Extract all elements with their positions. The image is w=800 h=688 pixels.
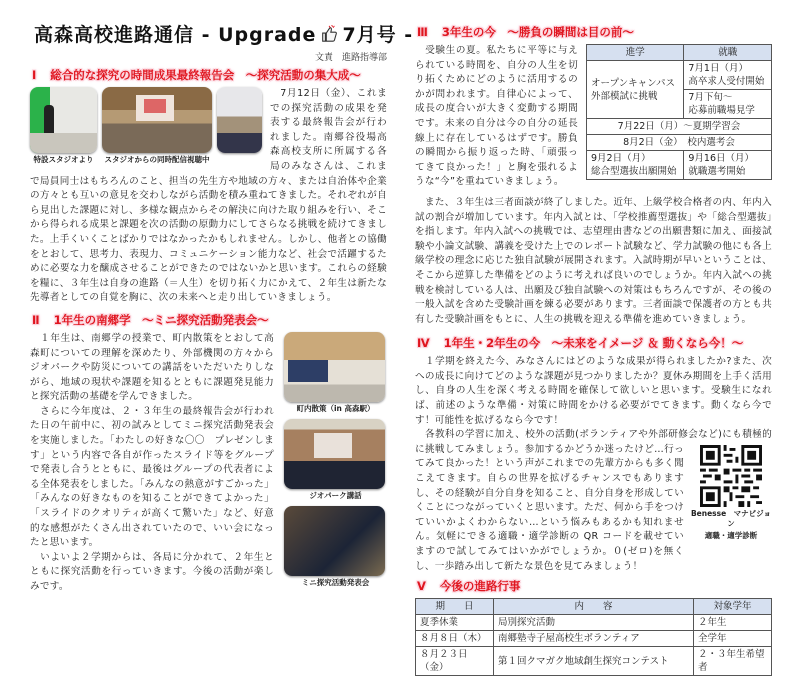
qr-code-area xyxy=(690,445,772,541)
schedule-table-3rd-year xyxy=(586,44,772,180)
col-content: 内 容 xyxy=(494,599,694,615)
figure-town-walk xyxy=(284,332,387,414)
cell-content: 南郷塾寺子屋高校生ボランティア xyxy=(494,631,694,647)
figure-geopark xyxy=(284,419,387,501)
right-column xyxy=(415,20,772,676)
section-3-top xyxy=(415,44,772,190)
figure-venue xyxy=(217,87,262,165)
photo-geopark-lecture xyxy=(284,419,385,489)
cell-date: ８月２３日（金） xyxy=(416,647,494,676)
career-events-table xyxy=(415,598,772,676)
caption-special-studio: 特設スタジオより xyxy=(33,155,94,164)
cell-text: 高卒求人受付開始 xyxy=(688,76,765,87)
caption-mini-presentation: ミニ探究活動発表会 xyxy=(301,577,370,587)
cell-text: 就職選考開始 xyxy=(688,166,746,177)
qr-caption-diagnosis: 適職・適学診断 xyxy=(704,531,758,541)
section-1-photos xyxy=(30,87,262,165)
section-4-paragraph: 各教科の学習に加え、校外の活動(ボランティアや外部研修会など)にも積極的に挑戦してみましょう。参加するかどうか迷ったけど…行ってみて良かった！という声がこれまでの先輩方からも多く聞こえてきます。自らの世界を拡げるチャンスでもありますし、その経験が自分自身を知ること、自分自身を形成していくことにつながっていくと思います。ただ、何から手をつけていいかよくわからない…という悩みもあるかも知れません。気軽にできる適職・適学診断の QR コードを載せていますので試してみてはいかがでしょうか。０(ゼロ)を無くし、一歩踏み出して新たな景色を見てみましょう！ xyxy=(415,429,772,572)
section-4-body xyxy=(415,355,772,574)
cell-target: ２・３年生希望者 xyxy=(694,647,772,676)
section-3-heading: Ⅲ 3年生の今 ～勝負の瞬間は目の前～ xyxy=(417,25,634,39)
section-3-text: また、３年生は三者面談が終了しました。近年、上級学校合格者の内、年内入試の割合が増加しています。年内入試とは、「学校推薦型選抜」や「総合型選抜」を指します。年内入試への挑戦では、志望理由書などの出願書類に加え、面接試験や小論文試験、講義を受けた上でのレポート試験など、学力試験の他にも各上級学校の理念に応じた独自試験が展開されます。入試時期が早いということは、そこから逆算した準備をどのように考えれば良いのでしょうか。年内入試への挑戦を検討している人は、出願及び独自試験への対策はもちろんですが、その後の一般入試を含めた受験計画を練る必要があります。三者面談で保護者の方とも共有した受験計画をもとに、人生の挑戦を迎える準備を進めていきましょう。 xyxy=(415,196,772,325)
cell-date: 夏季休業 xyxy=(416,615,494,631)
section-1-body xyxy=(30,87,387,306)
figure-livestream xyxy=(102,87,212,165)
cell-text: 7月下旬～ xyxy=(688,92,733,103)
cell-text: 9月2日（月） xyxy=(591,153,651,164)
section-2-paragraph: さらに今年度は、２・３年生の最終報告会が行われた日の午前中に、初の試みとしてミニ探究活動発表会を実施しました。「わたしの好きな〇〇 プレゼンします」という内容で各自が作ったスライド等をグループで発表し合うとともに、最後はグループの代表者による全体発表をしました。「みんなの熱意がすごかった」「みんなの好きなものを知ることができてよかった」「スライドのクオリティが高くて驚いた」など、好意的な感想がたくさん出されていたので、いい会になったと思います。 xyxy=(30,405,274,549)
col-shushoku: 就職 xyxy=(684,45,772,61)
section-1-heading: Ⅰ 総合的な探究の時間成果最終報告会 ～探究活動の集大成～ xyxy=(32,68,361,82)
qr-code[interactable] xyxy=(700,445,762,507)
photo-mini-presentation xyxy=(284,506,385,576)
section-5-heading: Ⅴ 今後の進路行事 xyxy=(417,579,521,594)
photo-town-walk xyxy=(284,332,385,402)
section-2-paragraph: いよいよ２学期からは、各局に分かれて、２年生とともに探究活動を行っていきます。今後の活動が楽しみです。 xyxy=(30,551,274,592)
figure-mini-presentation xyxy=(284,506,387,588)
issue-label: 7月号 - xyxy=(342,24,414,46)
qr-caption-benesse: Benesse マナビジョン xyxy=(690,509,772,529)
table-row xyxy=(416,631,772,647)
col-date: 期 日 xyxy=(416,599,494,615)
caption-livestream: スタジオからの同時配信視聴中 xyxy=(104,155,210,164)
table-row xyxy=(416,615,772,631)
section-2-heading: Ⅱ 1年生の南郷学 ～ミニ探究活動発表会～ xyxy=(32,312,269,327)
cell-summer-study: 7月22日（月）～夏期学習会 xyxy=(587,119,772,135)
section-2-paragraph: １年生は、南郷学の授業で、町内散策をとおして高森町についての理解を深めたり、外部機関の方々からジオパークや防災についての講話をいただいたりしながら、地域の現状や課題を知るとともに課題発見能力と探究活動の基礎を学んできました。 xyxy=(30,332,274,403)
newsletter-title xyxy=(30,20,414,47)
cell-date: ８月８日（木） xyxy=(416,631,494,647)
caption-geopark: ジオパーク講話 xyxy=(309,490,362,500)
section-2-text xyxy=(30,332,274,595)
section-2-body xyxy=(30,332,387,595)
col-target: 対象学年 xyxy=(694,599,772,615)
author-label: 文責 進路指導部 xyxy=(314,53,387,63)
table-row xyxy=(416,647,772,676)
section-4-paragraph: １学期を終えた今、みなさんにはどのような成果が得られましたか?また、次への成長に向けてどのような課題が見つかりましたか？夏休み期間を上手く活用し、自身の人生を深く考える時間を確保して欲しいと思います。受験生になれば、前述のような準備・対策に時間をかける必要がでてきます。動くなら今です！可能性を拡げるなら今です！ xyxy=(415,356,772,426)
thumbs-up-icon xyxy=(320,25,338,43)
cell-text: 7月1日（月） xyxy=(688,63,748,74)
photo-venue xyxy=(217,87,262,153)
photo-livestream-viewing xyxy=(102,87,212,153)
cell-text: 応募前職場見学 xyxy=(688,105,755,116)
cell-content: 局別探究活動 xyxy=(494,615,694,631)
cell-text: 外部模試に挑戦 xyxy=(591,90,658,102)
section-1-text: 7月12日（金）、これまでの探究活動の成果を発表する最終報告会が行われました。南郷谷役場高森高校支所に所属する各局のみなさんは、これまで局員同士はもちろんのこと、担当の先生方や地域の方々、または自治体や企業の方々とも互いの意見を交わしながら活動を積み重ねてきました。それぞれが自ら見出した課題に対し、多様な観点からその解決に向けた取り組みを行い、そこから得られる成果と課題を次の活動の原動力にしてさらなる挑戦を続けてきました。上手くいくことばかりではなかったかもしれません。しかし、他者との協働をとおして、思考力、表現力、コミュニケーション能力など、社会で活躍するために必要な力を醸成させることができたのではないかと思います。これらの経験を糧に、３年生は自身の進路（＝人生）を切り拓く力にかえて、２年生は新たな先導者としての自覚を胸に、次の未来へと走り出していきましょう。 xyxy=(30,88,387,304)
cell-text: オープンキャンパス xyxy=(591,77,675,89)
col-shingaku: 進学 xyxy=(587,45,684,61)
section-4-heading: Ⅳ 1年生・2年生の今 ～未来をイメージ ＆ 動くなら今！～ xyxy=(417,336,744,351)
title-text: 高森高校進路通信 - Upgrade xyxy=(34,24,317,46)
cell-target: ２年生 xyxy=(694,615,772,631)
cell-text: 9月16日（月） xyxy=(688,153,755,164)
photo-special-studio xyxy=(30,87,97,153)
section-3-intro: 受験生の夏。私たちに平等に与えられている時間を、自分の人生を切り拓くためにどのように活用するのかが問われます。自律心によって、成長の度合いが大きく変動する期間です。未来の自分は今の自分の延長線上に存在しているはずです。勝負の瞬間から振り返った時、「頑張ってきて良かった！」と胸を張れるような“今”を重ねていきましょう。 xyxy=(415,45,578,188)
section-2-photos xyxy=(284,332,387,588)
cell-content: 第１回クマガク地域創生探究コンテスト xyxy=(494,647,694,676)
figure-special-studio xyxy=(30,87,97,165)
cell-target: 全学年 xyxy=(694,631,772,647)
caption-town-walk: 町内散策（in 高森駅） xyxy=(296,403,375,413)
left-column xyxy=(30,20,414,595)
cell-school-selection: 8月2日（金） 校内選考会 xyxy=(587,135,772,151)
cell-text: 総合型選抜出願開始 xyxy=(591,166,677,177)
